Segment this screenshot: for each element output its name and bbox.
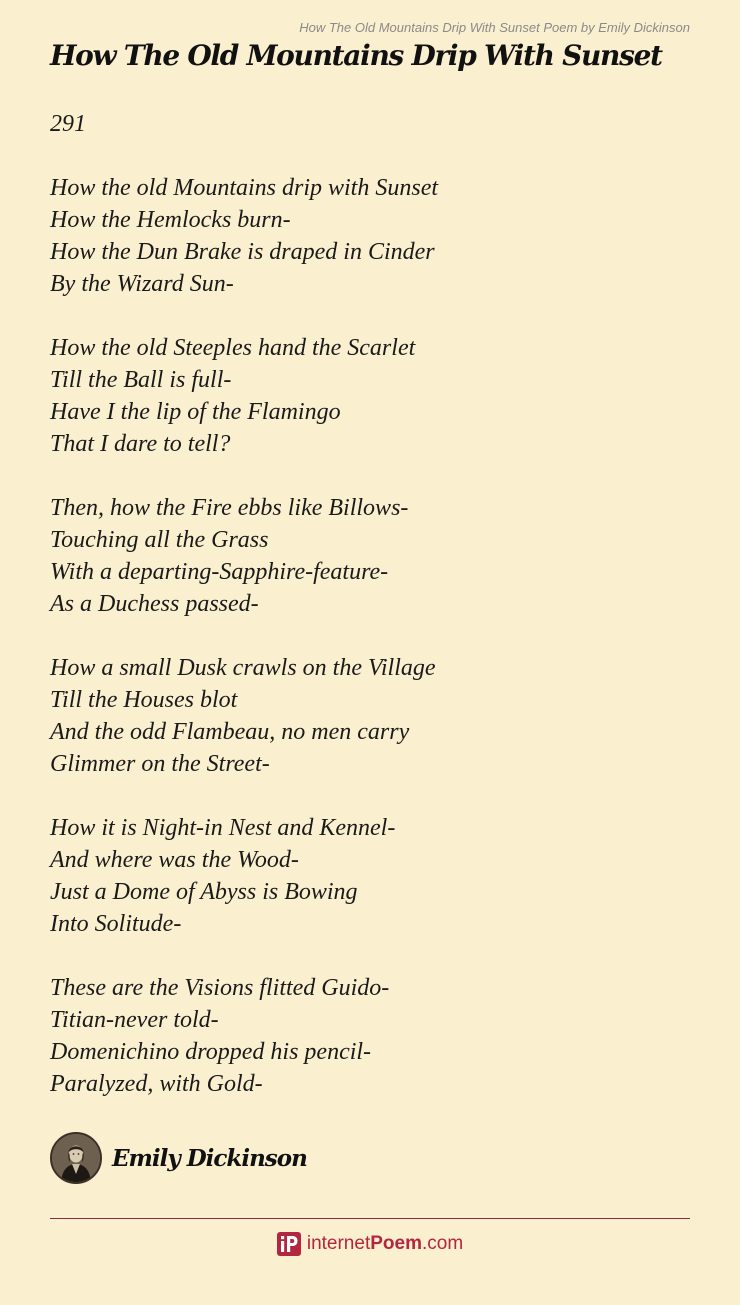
poem-line: Into Solitude- (50, 911, 182, 937)
poem-line: And where was the Wood- (50, 847, 299, 873)
stanza-break (50, 140, 690, 172)
author-avatar[interactable] (50, 1132, 102, 1184)
poem-line: How the Hemlocks burn- (50, 207, 291, 233)
poem-line: By the Wizard Sun- (50, 271, 234, 297)
poem-line: Till the Ball is full- (50, 367, 232, 393)
poem-line: How the Dun Brake is draped in Cinder (50, 239, 435, 265)
brand-prefix: internet (306, 1233, 371, 1254)
poem-line: Domenichino dropped his pencil- (50, 1039, 372, 1065)
poem-body (50, 108, 690, 1100)
page-caption: How The Old Mountains Drip With Sunset Poem by Emily Dickinson (299, 20, 690, 35)
poem-line: Have I the lip of the Flamingo (50, 399, 341, 425)
poem-line: And the odd Flambeau, no men carry (50, 719, 410, 745)
author-block[interactable] (50, 1132, 307, 1184)
author-portrait-icon (52, 1134, 100, 1182)
brand-logo-icon (277, 1232, 301, 1256)
footer-divider (50, 1218, 690, 1219)
poem-line: Titian-never told- (50, 1007, 219, 1033)
site-brand-link[interactable] (0, 1230, 740, 1258)
stanza-break (50, 780, 690, 812)
stanza-break (50, 620, 690, 652)
poem-line: Just a Dome of Abyss is Bowing (50, 879, 358, 905)
brand-suffix: .com (421, 1233, 464, 1254)
poem-line: Then, how the Fire ebbs like Billows- (50, 495, 409, 521)
stanza-break (50, 940, 690, 972)
poem-line: Glimmer on the Street- (50, 751, 270, 777)
poem-line: With a departing-Sapphire-feature- (50, 559, 389, 585)
poem-number: 291 (50, 111, 86, 137)
poem-line: Touching all the Grass (50, 527, 269, 553)
poem-line: How a small Dusk crawls on the Village (50, 655, 436, 681)
stanza-break (50, 300, 690, 332)
poem-line: As a Duchess passed- (50, 591, 259, 617)
poem-line: How it is Night-in Nest and Kennel- (50, 815, 396, 841)
poem-line: These are the Visions flitted Guido- (50, 975, 390, 1001)
poem-line: That I dare to tell? (50, 431, 231, 457)
poem-line: How the old Steeples hand the Scarlet (50, 335, 416, 361)
poem-line: How the old Mountains drip with Sunset (50, 175, 439, 201)
poem-line: Paralyzed, with Gold- (50, 1071, 263, 1097)
brand-main: Poem (370, 1233, 422, 1254)
poem-line: Till the Houses blot (50, 687, 238, 713)
poem-title: How The Old Mountains Drip With Sunset (50, 39, 662, 72)
author-name[interactable]: Emily Dickinson (112, 1144, 307, 1172)
stanza-break (50, 460, 690, 492)
